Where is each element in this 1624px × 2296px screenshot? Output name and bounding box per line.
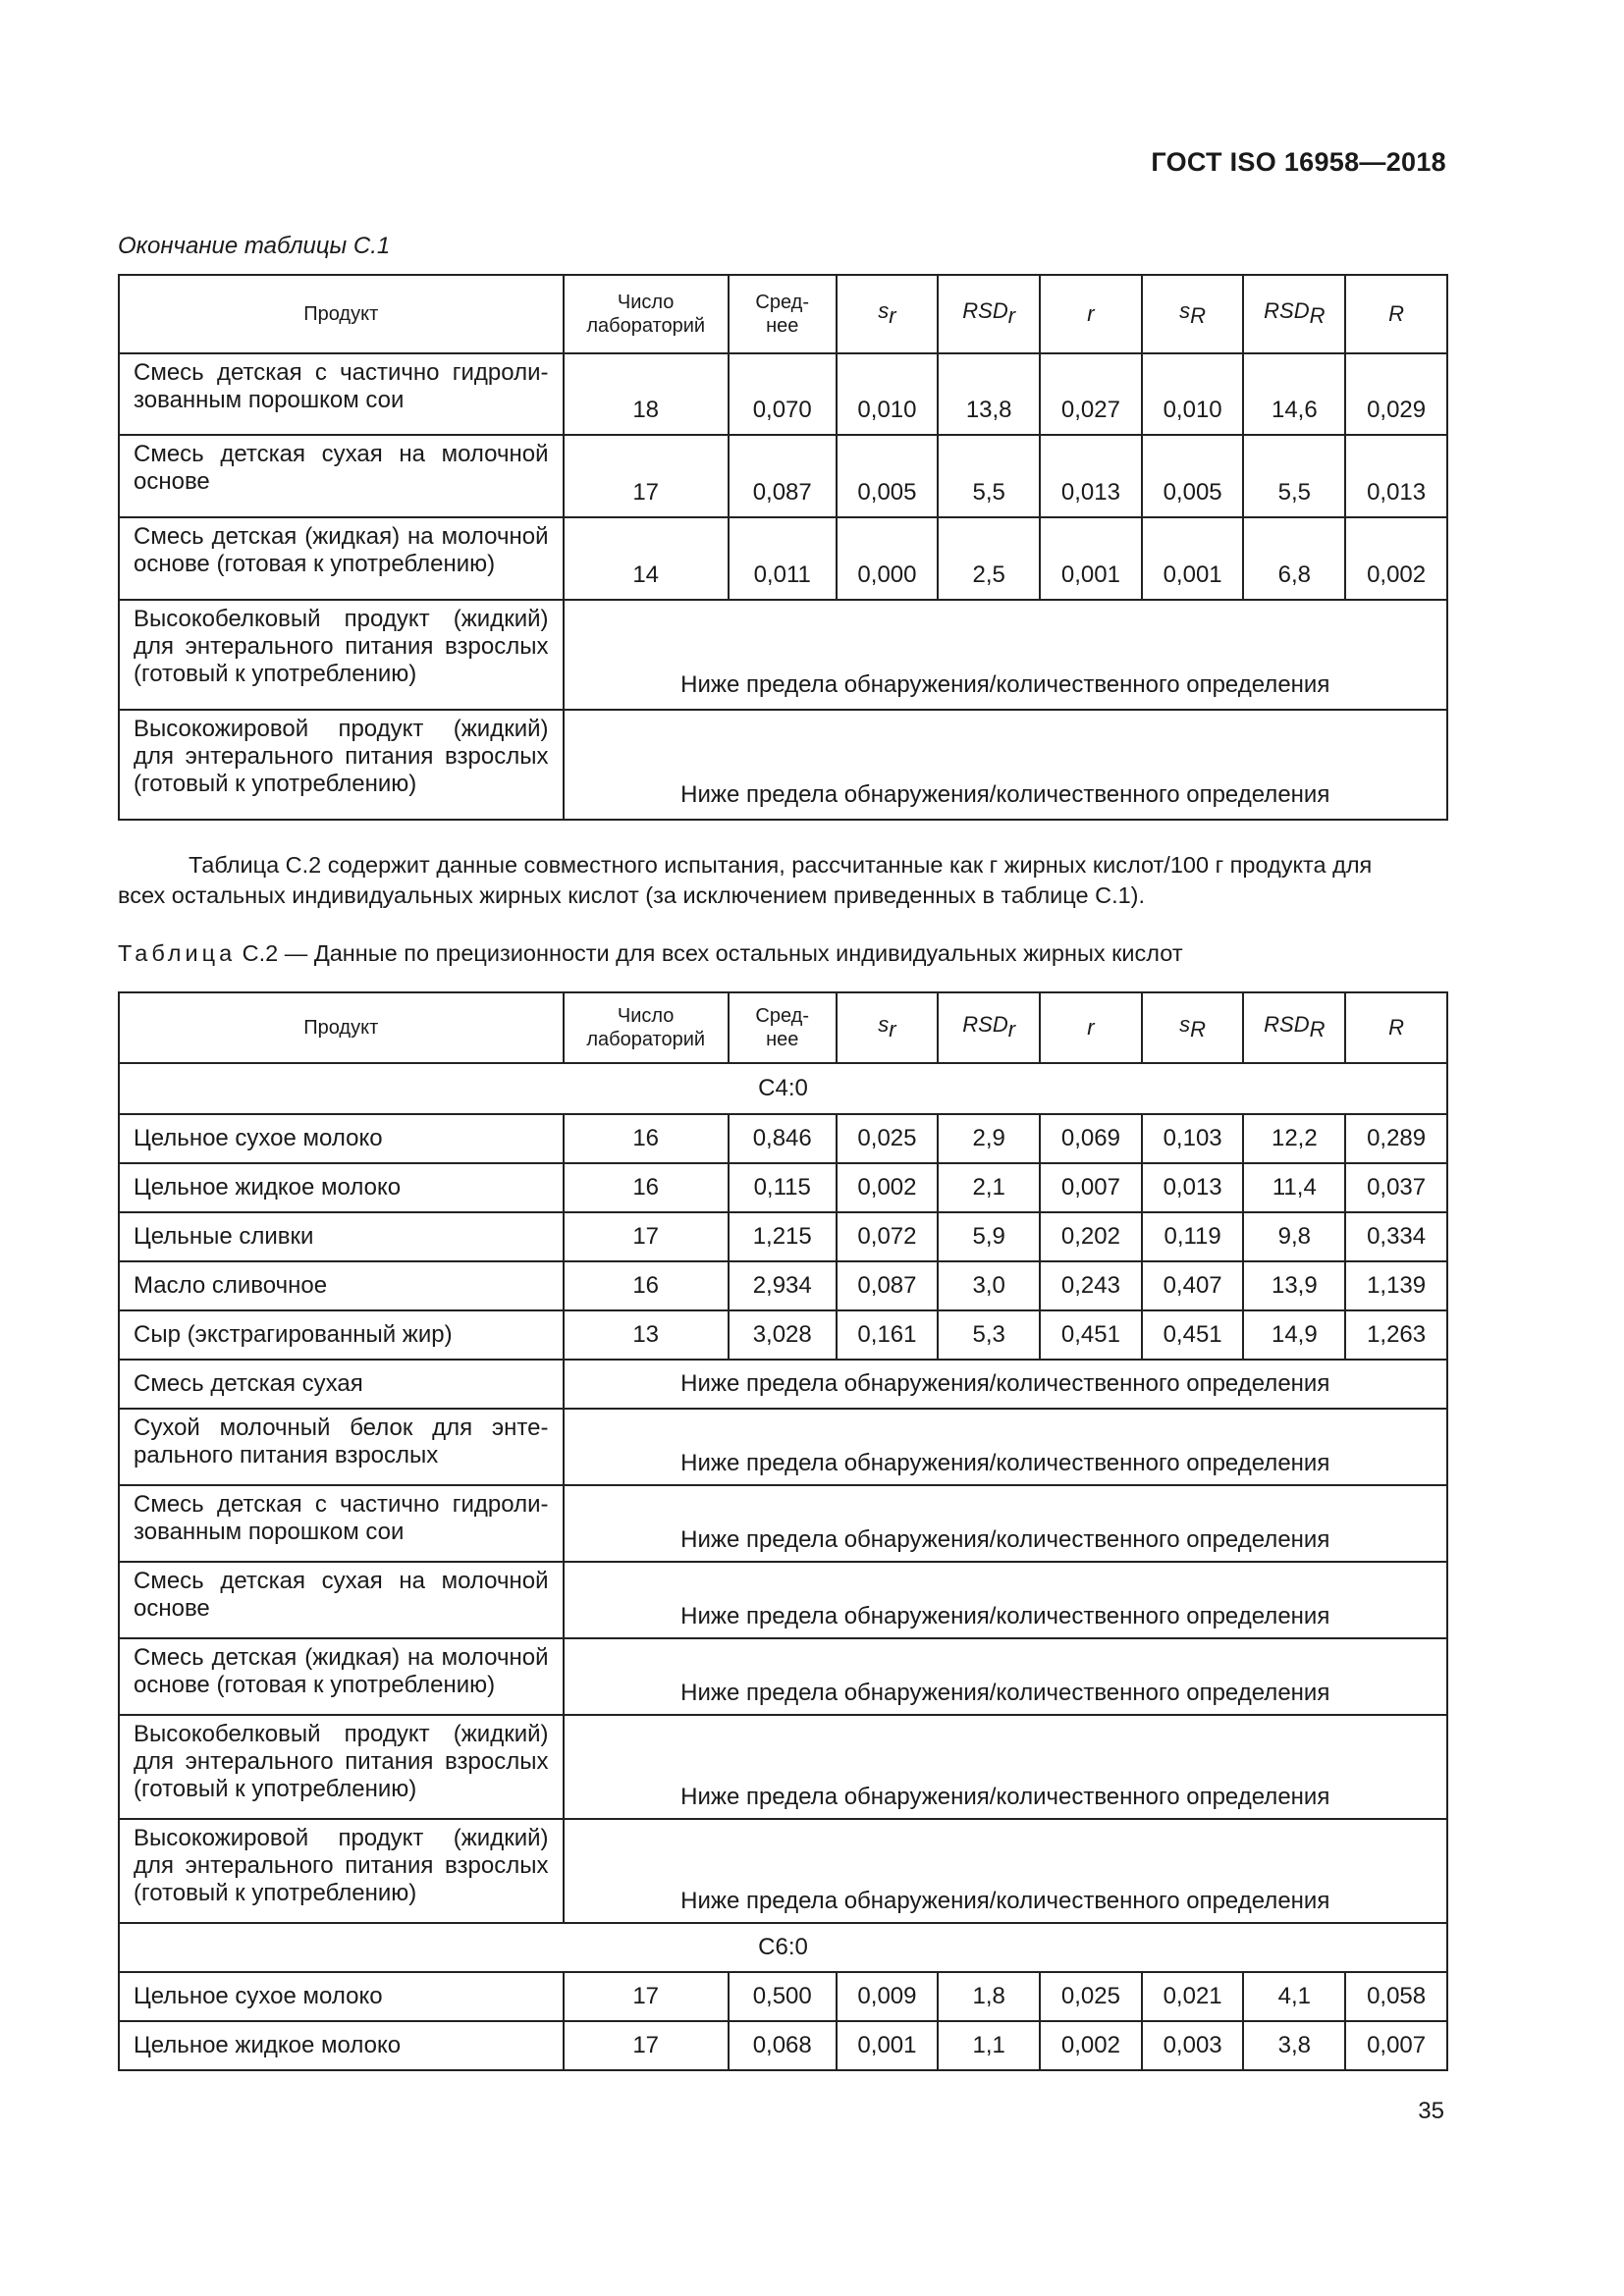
below-detection-note: Ниже предела обнаружения/количественного определения [564,710,1448,820]
r-cell: 0,025 [1040,1972,1142,2021]
product-cell: Смесь детская сухая на молочной основе [119,435,564,517]
sr-cell: 0,072 [837,1212,939,1261]
R-cell: 0,007 [1345,2021,1447,2070]
rsdr-cell: 1,8 [938,1972,1040,2021]
table-row [119,435,1447,517]
product-cell: Цельное жидкое молоко [119,1163,564,1212]
R-cell: 1,139 [1345,1261,1447,1310]
table-row [119,1163,1447,1212]
fatty-acid-group-c6: С6:0 [119,1923,1447,1972]
sR-cell: 0,013 [1142,1163,1244,1212]
product-cell: Высокожировой продукт (жидкий) для энтерального питания взрослых (готовый к употреблению) [119,710,564,820]
labs-cell: 16 [564,1163,729,1212]
r-cell: 0,007 [1040,1163,1142,1212]
mean-cell: 3,028 [729,1310,837,1360]
r-cell: 0,243 [1040,1261,1142,1310]
r-cell: 0,202 [1040,1212,1142,1261]
r-cell: 0,013 [1040,435,1142,517]
col-rsdr: $RSD_r$ [938,992,1040,1063]
R-cell: 0,334 [1345,1212,1447,1261]
table-row [119,1562,1447,1638]
table-row [119,517,1447,600]
col-sR: $s_R$ [1142,275,1244,353]
rsdr-cell: 2,5 [938,517,1040,600]
rsdR-cell: 13,9 [1243,1261,1345,1310]
col-R: R [1345,992,1447,1063]
rsdR-cell: 6,8 [1243,517,1345,600]
r-cell: 0,001 [1040,517,1142,600]
table2-caption-prefix: Таблица [118,940,237,966]
col-sr: $s_r$ [837,992,939,1063]
product-cell: Смесь детская сухая на молочной основе [119,1562,564,1638]
below-detection-note: Ниже предела обнаружения/количественного определения [564,1485,1448,1562]
sr-cell: 0,002 [837,1163,939,1212]
mean-cell: 0,070 [729,353,837,435]
table-row [119,1638,1447,1715]
mean-cell: 2,934 [729,1261,837,1310]
sR-cell: 0,103 [1142,1114,1244,1163]
table-row [119,1261,1447,1310]
rsdR-cell: 14,6 [1243,353,1345,435]
product-cell: Высокобелковый продукт (жидкий) для энтерального питания взрослых (готовый к употреблению) [119,600,564,710]
mean-cell: 0,087 [729,435,837,517]
product-cell: Цельное сухое молоко [119,1972,564,2021]
below-detection-note: Ниже предела обнаружения/количественного определения [564,1819,1448,1923]
col-product: Продукт [119,992,564,1063]
sr-cell: 0,087 [837,1261,939,1310]
sR-cell: 0,021 [1142,1972,1244,2021]
R-cell: 0,002 [1345,517,1447,600]
table-row [119,1819,1447,1923]
col-rsdr: $RSD_r$ [938,275,1040,353]
labs-cell: 16 [564,1114,729,1163]
precision-table-c2 [118,991,1448,2071]
product-cell: Высокобелковый продукт (жидкий) для энтерального питания взрослых (готовый к употреблению) [119,1715,564,1819]
labs-cell: 17 [564,1972,729,2021]
product-cell: Сухой молочный белок для энтерального питания взрослых [119,1409,564,1485]
table1-caption: Окончание таблицы С.1 [118,233,391,259]
fatty-acid-group-c4: С4:0 [119,1063,1447,1114]
sr-cell: 0,005 [837,435,939,517]
intro-paragraph [118,850,1448,911]
rsdr-cell: 2,9 [938,1114,1040,1163]
table-row [119,2021,1447,2070]
below-detection-note: Ниже предела обнаружения/количественного определения [564,1562,1448,1638]
mean-cell: 1,215 [729,1212,837,1261]
product-cell: Масло сливочное [119,1261,564,1310]
col-sr: $s_r$ [837,275,939,353]
sr-cell: 0,025 [837,1114,939,1163]
table-row [119,1485,1447,1562]
table1-header-row [119,275,1447,353]
table2-header-row [119,992,1447,1063]
labs-cell: 17 [564,1212,729,1261]
rsdR-cell: 4,1 [1243,1972,1345,2021]
table-row [119,1715,1447,1819]
R-cell: 0,029 [1345,353,1447,435]
product-cell: Цельные сливки [119,1212,564,1261]
paragraph-line-1: Таблица С.2 содержит данные совместного испытания, рассчитанные как г жирных кислот/100 г продукта для [189,852,1373,878]
rsdr-cell: 5,5 [938,435,1040,517]
R-cell: 0,058 [1345,1972,1447,2021]
table-row [119,1409,1447,1485]
table2-caption-text: С.2 — Данные по прецизионности для всех остальных индивидуальных жирных кислот [236,940,1183,966]
table-row [119,1972,1447,2021]
rsdR-cell: 3,8 [1243,2021,1345,2070]
R-cell: 0,289 [1345,1114,1447,1163]
sR-cell: 0,407 [1142,1261,1244,1310]
col-product: Продукт [119,275,564,353]
product-cell: Цельное жидкое молоко [119,2021,564,2070]
mean-cell: 0,115 [729,1163,837,1212]
document-header: ГОСТ ISO 16958—2018 [1151,147,1446,177]
r-cell: 0,451 [1040,1310,1142,1360]
product-cell: Смесь детская с частично гидролизованным порошком сои [119,1485,564,1562]
r-cell: 0,002 [1040,2021,1142,2070]
sR-cell: 0,119 [1142,1212,1244,1261]
below-detection-note: Ниже предела обнаружения/количественного определения [564,1715,1448,1819]
table-row [119,600,1447,710]
below-detection-note: Ниже предела обнаружения/количественного определения [564,1360,1448,1409]
col-labs: Число лабораторий [564,275,729,353]
table-row [119,710,1447,820]
r-cell: 0,069 [1040,1114,1142,1163]
labs-cell: 17 [564,435,729,517]
page-number: 35 [1418,2098,1444,2124]
below-detection-note: Ниже предела обнаружения/количественного определения [564,600,1448,710]
product-cell: Смесь детская с частично гидролизованным порошком сои [119,353,564,435]
col-mean: Сред- нее [729,275,837,353]
product-cell: Смесь детская сухая [119,1360,564,1409]
labs-cell: 17 [564,2021,729,2070]
labs-cell: 16 [564,1261,729,1310]
product-cell: Смесь детская (жидкая) на молочной основе (готовая к употреблению) [119,1638,564,1715]
mean-cell: 0,500 [729,1972,837,2021]
product-cell: Сыр (экстрагированный жир) [119,1310,564,1360]
product-cell: Смесь детская (жидкая) на молочной основе (готовая к употреблению) [119,517,564,600]
mean-cell: 0,068 [729,2021,837,2070]
rsdr-cell: 13,8 [938,353,1040,435]
rsdR-cell: 12,2 [1243,1114,1345,1163]
labs-cell: 18 [564,353,729,435]
R-cell: 0,037 [1345,1163,1447,1212]
group-header-row [119,1923,1447,1972]
below-detection-note: Ниже предела обнаружения/количественного определения [564,1409,1448,1485]
sR-cell: 0,010 [1142,353,1244,435]
sR-cell: 0,003 [1142,2021,1244,2070]
rsdr-cell: 3,0 [938,1261,1040,1310]
labs-cell: 14 [564,517,729,600]
rsdr-cell: 5,9 [938,1212,1040,1261]
sR-cell: 0,005 [1142,435,1244,517]
r-cell: 0,027 [1040,353,1142,435]
paragraph-line-2: всех остальных индивидуальных жирных кислот (за исключением приведенных в таблице С.1). [118,882,1146,908]
table-row [119,1360,1447,1409]
col-mean: Сред- нее [729,992,837,1063]
sR-cell: 0,451 [1142,1310,1244,1360]
labs-cell: 13 [564,1310,729,1360]
product-cell: Цельное сухое молоко [119,1114,564,1163]
rsdr-cell: 5,3 [938,1310,1040,1360]
product-cell: Высокожировой продукт (жидкий) для энтерального питания взрослых (готовый к употреблению) [119,1819,564,1923]
table-row [119,353,1447,435]
rsdR-cell: 14,9 [1243,1310,1345,1360]
sr-cell: 0,000 [837,517,939,600]
rsdR-cell: 11,4 [1243,1163,1345,1212]
rsdR-cell: 9,8 [1243,1212,1345,1261]
col-rsdR: $RSD_R$ [1243,275,1345,353]
col-rsdR: $RSD_R$ [1243,992,1345,1063]
mean-cell: 0,011 [729,517,837,600]
precision-table-c1 [118,274,1448,821]
rsdr-cell: 1,1 [938,2021,1040,2070]
R-cell: 1,263 [1345,1310,1447,1360]
col-r: r [1040,992,1142,1063]
table-row [119,1212,1447,1261]
group-header-row [119,1063,1447,1114]
below-detection-note: Ниже предела обнаружения/количественного определения [564,1638,1448,1715]
sr-cell: 0,001 [837,2021,939,2070]
sr-cell: 0,009 [837,1972,939,2021]
col-labs: Число лабораторий [564,992,729,1063]
sr-cell: 0,161 [837,1310,939,1360]
col-sR: $s_R$ [1142,992,1244,1063]
rsdR-cell: 5,5 [1243,435,1345,517]
table-row [119,1310,1447,1360]
col-R: R [1345,275,1447,353]
sr-cell: 0,010 [837,353,939,435]
table-row [119,1114,1447,1163]
R-cell: 0,013 [1345,435,1447,517]
col-r: r [1040,275,1142,353]
rsdr-cell: 2,1 [938,1163,1040,1212]
mean-cell: 0,846 [729,1114,837,1163]
table2-caption [118,940,1183,967]
sR-cell: 0,001 [1142,517,1244,600]
